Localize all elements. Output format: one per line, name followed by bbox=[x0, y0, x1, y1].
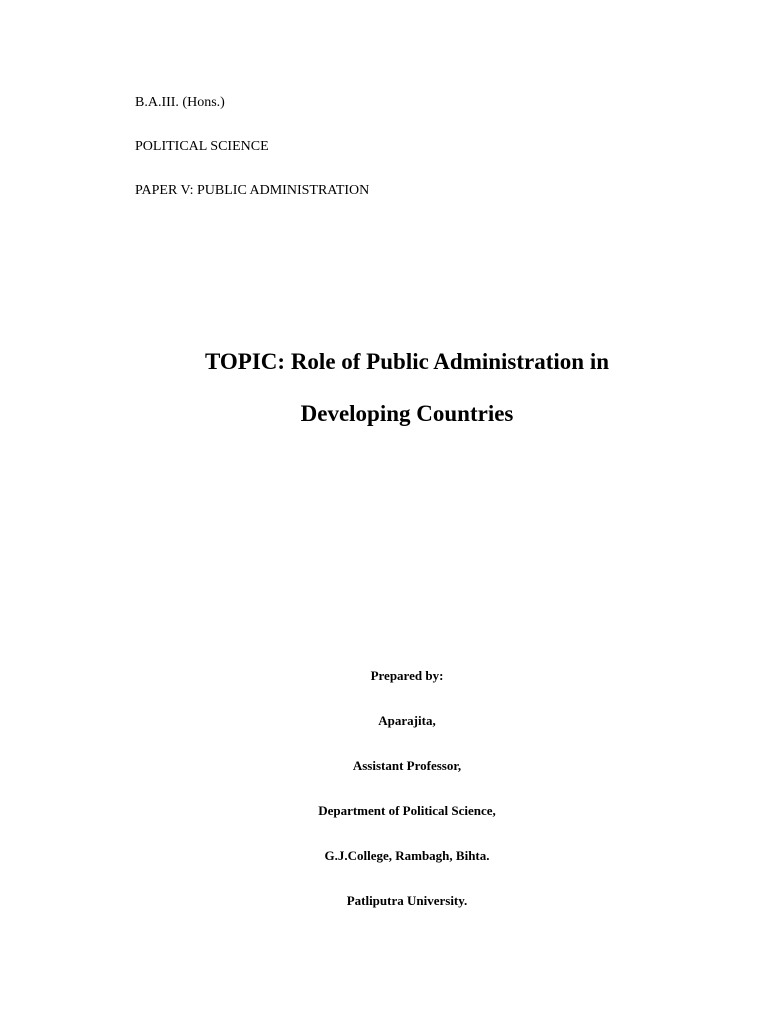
title-line-1: TOPIC: Role of Public Administration in bbox=[204, 349, 610, 374]
author-college: G.J.College, Rambagh, Bihta. bbox=[324, 848, 490, 863]
paper-line: PAPER V: PUBLIC ADMINISTRATION bbox=[135, 183, 370, 198]
course-line: B.A.III. (Hons.) bbox=[135, 95, 225, 110]
author-block bbox=[0, 667, 768, 937]
subject-line: POLITICAL SCIENCE bbox=[135, 139, 269, 154]
author-university: Patliputra University. bbox=[346, 893, 468, 908]
prepared-by-label: Prepared by: bbox=[370, 668, 444, 683]
author-name: Aparajita, bbox=[378, 713, 436, 728]
document-title bbox=[0, 336, 768, 440]
author-designation: Assistant Professor, bbox=[352, 758, 462, 773]
title-line-2: Developing Countries bbox=[300, 401, 514, 426]
author-department: Department of Political Science, bbox=[318, 803, 496, 818]
